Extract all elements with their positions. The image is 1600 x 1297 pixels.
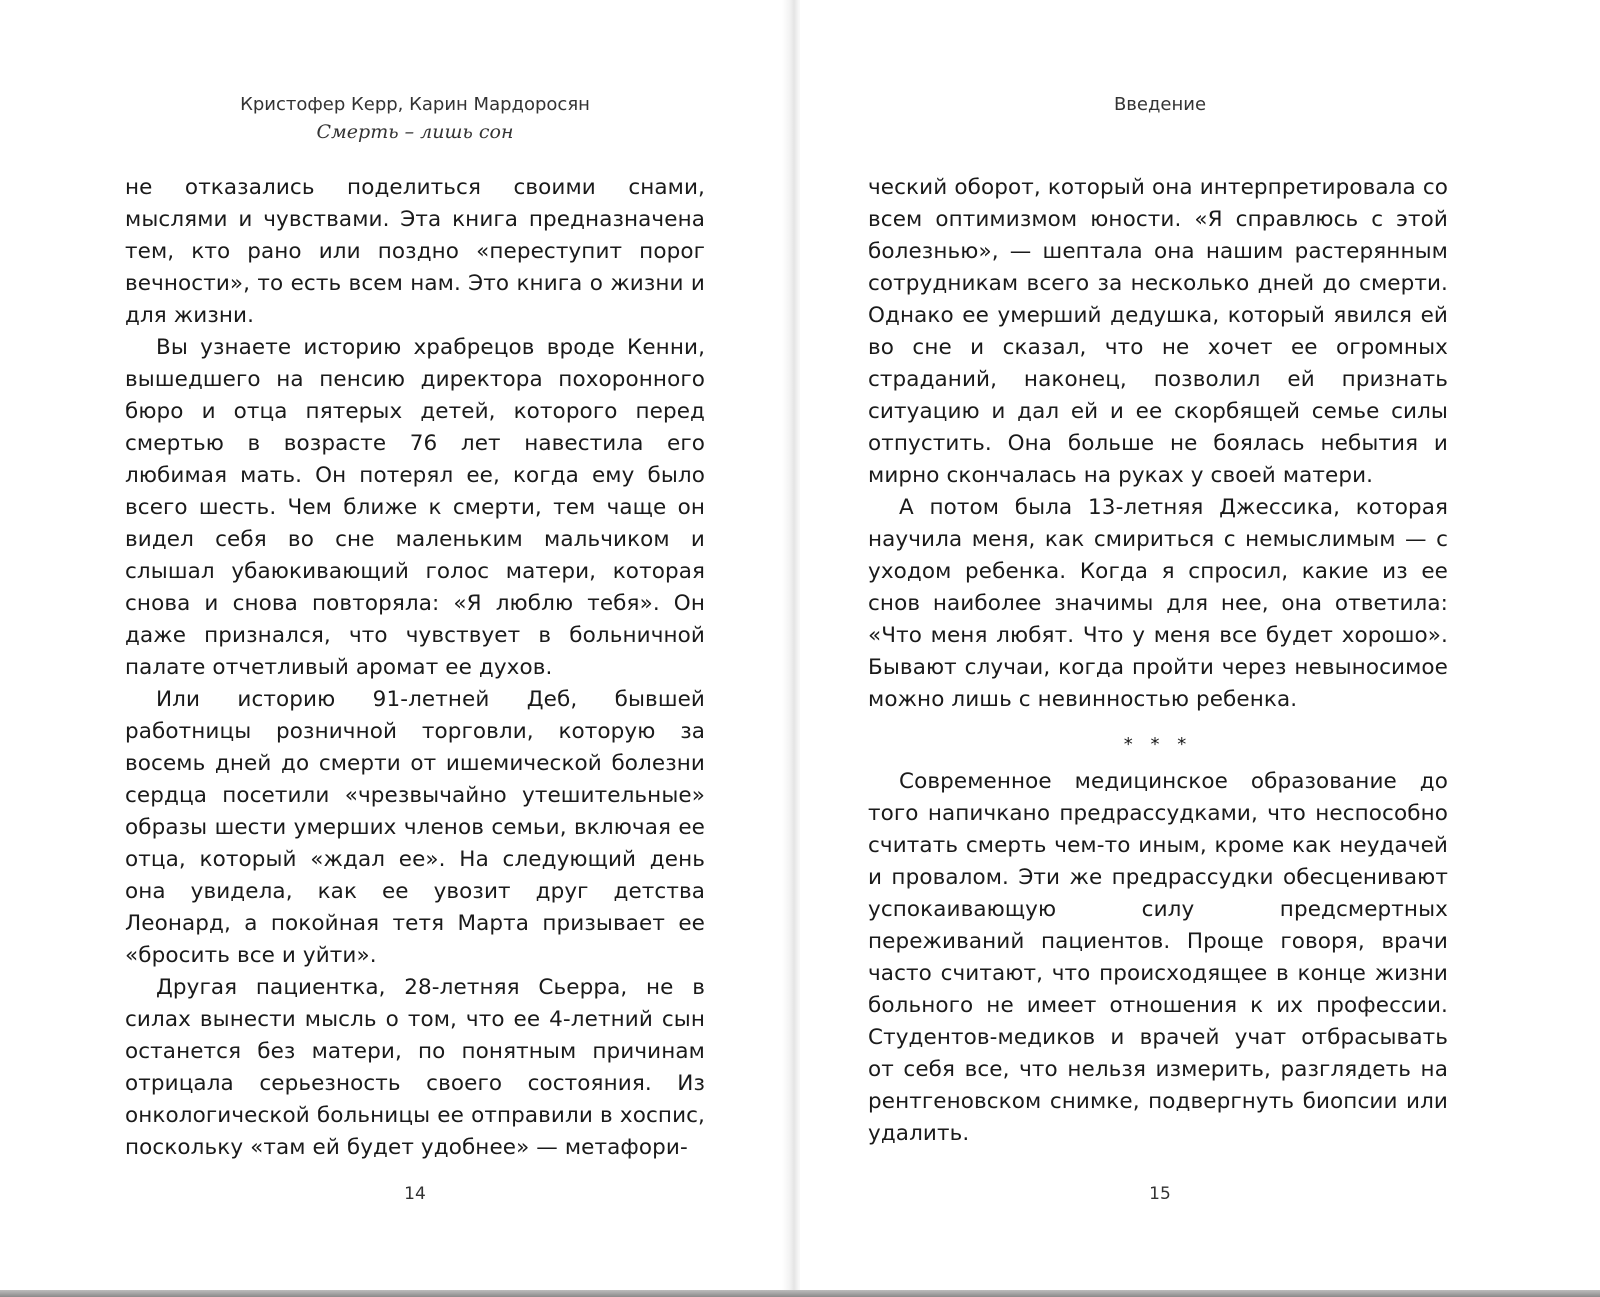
paragraph: А потом была 13-летняя Джессика, которая научила меня, как смириться с немыслимым — с уходом ребенка. Когда я спросил, какие из ее снов наиболее значимы для нее, она ответила: «Что меня любят. Что у меня все будет хорошо». Бывают случаи, когда пройти через невыносимое можно лишь с невинностью ребенка.	[868, 495, 1448, 712]
paragraph: Вы узнаете историю храбрецов вроде Кенни, вышедшего на пенсию директора похоронного бюро и отца пятерых детей, которого перед смертью в возрасте 76 лет навестила его любимая мать. Он потерял ее, когда ему было всего шесть. Чем ближе к смерти, тем чаще он видел себя во сне маленьким мальчиком и слышал убаюкивающий голос матери, которая снова и снова повторяла: «Я люблю тебя». Он даже признался, что чувствует в больничной палате отчетливый аромат ее духов.	[125, 335, 705, 680]
right-page	[800, 0, 1600, 1290]
book-title-line: Смерть – лишь сон	[316, 121, 514, 143]
body-text-right	[868, 172, 1448, 1150]
authors-line: Кристофер Керр, Карин Мардоросян	[240, 94, 590, 115]
paragraph: не отказались поделиться своими снами, мыслями и чувствами. Эта книга предназначена тем, кто рано или поздно «переступит порог вечности», то есть всем нам. Это книга о жизни и для жизни.	[125, 175, 705, 328]
left-page	[0, 0, 790, 1290]
paragraph: ческий оборот, который она интерпретировала со всем оптимизмом юности. «Я справлюсь с этой болезнью», — шептала она нашим растерянным сотрудникам всего за несколько дней до смерти. Однако ее умерший дедушка, который явился ей во сне и сказал, что не хочет ее огромных страданий, наконец, позволил ей признать ситуацию и дал ей и ее скорбящей семье силы отпустить. Она больше не боялась небытия и мирно скончалась на руках у своей матери.	[868, 175, 1448, 488]
page-number-left: 14	[404, 1184, 426, 1204]
paragraph: Или историю 91-летней Деб, бывшей работницы розничной торговли, которую за восемь дней до смерти от ишемической болезни сердца посетили «чрезвычайно утешительные» образы шести умерших членов семьи, включая ее отца, который «ждал ее». На следующий день она увидела, как ее увозит друг детства Леонард, а покойная тетя Марта призывает ее «бросить все и уйти».	[125, 687, 705, 968]
body-text-left	[125, 172, 705, 1164]
running-head-authors	[125, 94, 705, 143]
running-head-chapter: Введение	[1113, 94, 1207, 115]
page-number-right: 15	[1149, 1184, 1171, 1204]
section-separator: * * *	[1123, 734, 1193, 755]
page-bottom-edge	[0, 1290, 1600, 1297]
paragraph: Современное медицинское образование до того напичкано предрассудками, что неспособно считать смерть чем-то иным, кроме как неудачей и провалом. Эти же предрассудки обесценивают успокаивающую силу предсмертных переживаний пациентов. Проще говоря, врачи часто считают, что происходящее в конце жизни больного не имеет отношения к их профессии. Студентов-медиков и врачей учат отбрасывать от себя все, что нельзя измерить, разглядеть на рентгеновском снимке, подвергнуть биопсии или удалить.	[868, 769, 1448, 1146]
paragraph: Другая пациентка, 28-летняя Сьерра, не в силах вынести мысль о том, что ее 4-летний сын останется без матери, по понятным причинам отрицала серьезность своего состояния. Из онкологической больницы ее отправили в хоспис, поскольку «там ей будет удобнее» — метафори-	[125, 975, 705, 1160]
